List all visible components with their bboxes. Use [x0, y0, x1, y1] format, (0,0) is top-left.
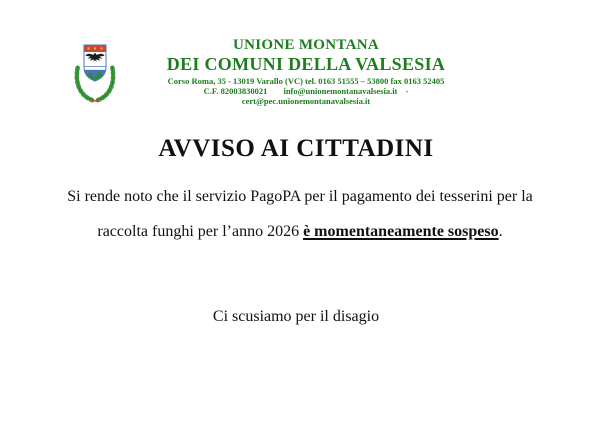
org-address: Corso Roma, 35 - 13019 Varallo (VC) tel. 0163 51555 – 53800 fax 0163 52405	[167, 76, 445, 86]
org-email: info@unionemontanavalsesia.it	[283, 86, 398, 96]
notice-body-period: .	[498, 223, 503, 240]
org-contact-line	[12, 86, 600, 96]
org-details	[12, 76, 600, 106]
org-email-separator: -	[405, 86, 409, 96]
notice-body	[38, 187, 562, 257]
notice-body-line-1: Si rende noto che il servizio PagoPA per il pagamento dei tesserini per la	[67, 188, 533, 205]
closing-line: Ci scusiamo per il disagio	[212, 308, 380, 325]
notice-title: AVVISO AI CITTADINI	[158, 135, 434, 162]
notice-body-line-2	[38, 222, 562, 242]
org-fiscal-code: C.F. 82003830021	[203, 86, 268, 96]
org-name-line-2: DEI COMUNI DELLA VALSESIA	[166, 54, 446, 74]
org-pec-email: cert@pec.unionemontanavalsesia.it	[241, 96, 371, 106]
org-name-line-1: UNIONE MONTANA	[232, 37, 379, 53]
notice-body-line-2-normal: raccolta funghi per l’anno 2026	[97, 223, 304, 240]
notice-body-emphasis: è momentaneamente sospeso	[303, 223, 499, 240]
letterhead	[12, 37, 600, 106]
